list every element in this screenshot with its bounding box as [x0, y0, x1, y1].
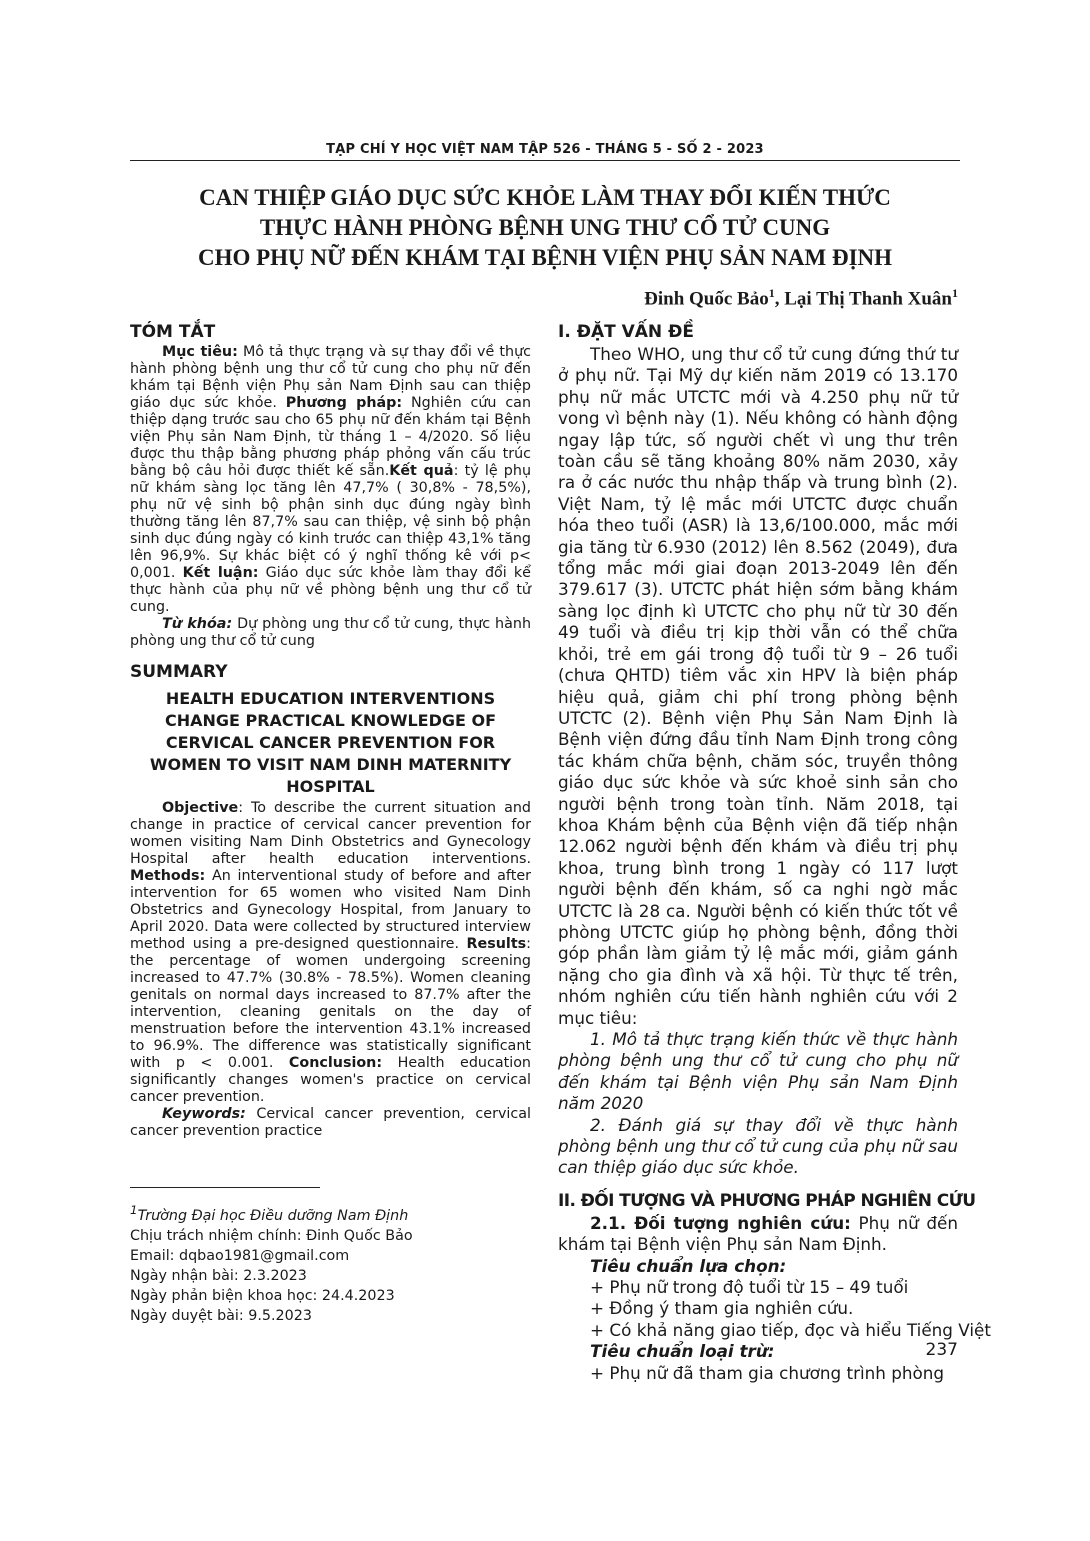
conclusion-label-en: Conclusion: — [288, 1055, 383, 1071]
objective-text-vi: Mô tả thực trạng và sự thay đổi về thực hành phòng bệnh ung thư cổ tử cung cho phụ nữ đến khám tại Bệnh viện Phụ sản Nam Định sau can thiệp giáo dục sức khỏe. — [130, 344, 532, 411]
journal-header: TẠP CHÍ Y HỌC VIỆT NAM TẬP 526 - THÁNG 5 - SỐ 2 - 2023 — [326, 142, 764, 157]
title-line-2: THỰC HÀNH PHÒNG BỆNH UNG THƯ CỔ TỬ CUNG — [259, 215, 831, 240]
title-line-3: CHO PHỤ NỮ ĐẾN KHÁM TẠI BỆNH VIỆN PHỤ SẢN NAM ĐỊNH — [197, 245, 893, 270]
author-1: Đinh Quốc Bảo — [644, 288, 769, 310]
date-reviewed: Ngày phản biện khoa học: 24.4.2023 — [130, 1287, 395, 1304]
authors — [540, 286, 958, 310]
subjects-label: 2.1. Đối tượng nghiên cứu: — [590, 1212, 851, 1233]
footnotes — [130, 1200, 531, 1326]
date-accepted: Ngày duyệt bài: 9.5.2023 — [130, 1307, 312, 1324]
objective-2: 2. Đánh giá sự thay đổi về thực hành phòng bệnh ung thư cổ tử cung của phụ nữ sau can thiệp giáo dục sức khỏe. — [558, 1114, 958, 1178]
keywords-text-en: Cervical cancer prevention, cervical cancer prevention practice — [130, 1106, 531, 1139]
methods-text-en: An interventional study of before and after intervention for 65 women who visited Nam Dinh Obstetrics and Gynecology Hospital, from January to April 2020. Data were collected by structured interview method using a pre-designed questionnaire. — [130, 868, 531, 952]
objective-1: 1. Mô tả thực trạng kiến thức về thực hành phòng bệnh ung thư cổ tử cung cho phụ nữ đến khám tại Bệnh viện Phụ sản Nam Định năm 2020 — [558, 1029, 958, 1114]
abstract-vi-body — [130, 344, 531, 616]
keywords-en — [130, 1106, 531, 1140]
affiliation-text: Trường Đại học Điều dưỡng Nam Định — [137, 1207, 409, 1224]
exclusion-item: + Phụ nữ đã tham gia chương trình phòng — [590, 1362, 945, 1383]
results-label-vi: Kết quả — [389, 463, 454, 479]
objective-label-en: Objective — [162, 800, 239, 816]
results-text-vi: : tỷ lệ phụ nữ khám sàng lọc tăng lên 47,7% ( 30,8% - 78,5%), phụ nữ vệ sinh bộ phận sinh dục đúng ngày bình thường tăng lên 87,7% sau can thiệp, vệ sinh bộ phận sinh dục đúng ngày có kinh trước can thiệp 43,1% tăng lên 96,9%. Sự khác biệt có ý nghĩ thống kê với p< 0,001. — [130, 463, 531, 581]
subjects-text: Phụ nữ đến khám tại Bệnh viện Phụ sản Nam Định. — [558, 1212, 959, 1255]
intro-heading: I. ĐẶT VẤN ĐỀ — [558, 322, 694, 342]
keywords-label-en: Keywords: — [162, 1106, 246, 1122]
right-column — [558, 320, 991, 1384]
email: Email: dqbao1981@gmail.com — [130, 1247, 350, 1264]
keywords-vi — [130, 616, 531, 650]
methods-label-en: Methods: — [130, 868, 206, 884]
summary-title: HEALTH EDUCATION INTERVENTIONS CHANGE PRACTICAL KNOWLEDGE OF CERVICAL CANCER PREVENTION FOR WOMEN TO VISIT NAM DINH MATERNITY HOSPITAL — [149, 689, 512, 796]
abstract-en-body — [130, 800, 531, 1106]
inclusion-item: + Đồng ý tham gia nghiên cứu. — [590, 1298, 854, 1319]
author-sep: , — [774, 288, 785, 310]
subjects-paragraph — [558, 1213, 958, 1256]
author-2-affil: 1 — [952, 286, 958, 300]
responsible-author: Chịu trách nhiệm chính: Đinh Quốc Bảo — [130, 1227, 413, 1244]
page-number: 237 — [925, 1340, 958, 1360]
author-2: Lại Thị Thanh Xuân — [784, 288, 952, 310]
methods-text-vi: Nghiên cứu can thiệp dạng trước sau cho 65 phụ nữ đến khám tại Bệnh viện Phụ sản Nam Định, từ tháng 1 – 4/2020. Số liệu được thu thập bằng phương pháp phỏng vấn cấu trúc bằng bộ câu hỏi được thiết kế sẵn. — [130, 395, 531, 479]
inclusion-label: Tiêu chuẩn lựa chọn: — [590, 1255, 787, 1276]
title-line-1: CAN THIỆP GIÁO DỤC SỨC KHỎE LÀM THAY ĐỔI KIẾN THỨC — [199, 185, 891, 210]
article-title — [130, 183, 960, 273]
exclusion-label: Tiêu chuẩn loại trừ: — [590, 1341, 775, 1362]
inclusion-item: + Có khả năng giao tiếp, đọc và hiểu Tiếng Việt — [590, 1319, 991, 1340]
objective-text-en: : To describe the current situation and change in practice of cervical cancer prevention for women visiting Nam Dinh Obstetrics and Gynecology Hospital after health education interventions. — [130, 800, 531, 867]
footnote-rule — [130, 1187, 320, 1188]
objective-label-vi: Mục tiêu: — [162, 344, 238, 360]
methods-heading: II. ĐỐI TƯỢNG VÀ PHƯƠNG PHÁP NGHIÊN CỨU — [558, 1190, 976, 1211]
intro-paragraph: Theo WHO, ung thư cổ tử cung đứng thứ tư ở phụ nữ. Tại Mỹ dự kiến năm 2019 có 13.170 phụ nữ mắc UTCTC mới và 4.250 phụ nữ tử vong vì bệnh này (1). Nếu không có hành động ngay lập tức, số người chết vì ung thư trên toàn cầu sẽ tăng khoảng 80% năm 2030, xảy ra ở các nước thu nhập thấp và trung bình (2). Việt Nam, tỷ lệ mắc mới UTCTC được chuẩn hóa theo tuổi (ASR) là 13,6/100.000, mắc mới gia tăng từ 6.930 (2012) lên 8.562 (2049), đưa tổng mắc mới giai đoạn 2013-2049 lên đến 379.617 (3). UTCTC phát hiện sớm bằng khám sàng lọc định kì UTCTC cho phụ nữ từ 30 đến 49 tuổi và điều trị kịp thời vẫn có thể chữa khỏi, trẻ em gái trong độ tuổi từ 9 – 26 tuổi (chưa QHTD) tiêm vắc xin HPV là biện pháp hiệu quả, giảm chi phí trong phòng bệnh UTCTC (2). Bệnh viện Phụ Sản Nam Định là Bệnh viện đứng đầu tỉnh Nam Định trong công tác khám chữa bệnh, chăm sóc, truyền thông giáo dục sức khỏe và sức khoẻ sinh sản cho người bệnh trong toàn tỉnh. Năm 2018, tại khoa Khám bệnh của Bệnh viện đã tiếp nhận 12.062 người bệnh đến khám và điều trị phụ khoa, trung bình trong 1 ngày có 117 lượt người bệnh đến khám, số ca nghi ngờ mắc UTCTC là 28 ca. Người bệnh có kiến thức tốt về phòng UTCTC giúp họ phòng bệnh, đồng thời góp phần làm giảm tỷ lệ mắc mới, giảm gánh nặng cho gia đình và xã hội. Từ thực tế trên, nhóm nghiên cứu tiến hành nghiên cứu với 2 mục tiêu: — [558, 344, 958, 1028]
inclusion-item: + Phụ nữ trong độ tuổi từ 15 – 49 tuổi — [590, 1277, 909, 1298]
conclusion-label-vi: Kết luận: — [182, 565, 259, 581]
header-rule — [130, 160, 960, 161]
affiliation — [130, 1200, 531, 1226]
conclusion-text-vi: Giáo dục sức khỏe làm thay đổi kể thực hành của phụ nữ về phòng bệnh ung thư cổ tử cung. — [130, 565, 531, 615]
author-1-affil: 1 — [768, 286, 775, 300]
left-column — [130, 320, 531, 1140]
keywords-text-vi: Dự phòng ung thư cổ tử cung, thực hành phòng ung thư cổ tử cung — [130, 616, 532, 649]
abstract-vi-heading: TÓM TẮT — [130, 322, 216, 342]
keywords-label-vi: Từ khóa: — [162, 616, 233, 632]
conclusion-text-en: Health education significantly changes women's practice on cervical cancer prevention. — [130, 1055, 531, 1105]
summary-heading: SUMMARY — [130, 662, 228, 682]
affiliation-sup: 1 — [130, 1203, 138, 1217]
results-label-en: Results — [466, 936, 527, 952]
results-text-en: : the percentage of women undergoing screening increased to 47.7% (30.8% - 78.5%). Women cleaning genitals on normal days increased to 87.7% after the intervention, cleaning genitals on the day of menstruation before the intervention 43.1% increased to 96.9%. The difference was statistically significant with p < 0.001. — [130, 936, 531, 1071]
date-received: Ngày nhận bài: 2.3.2023 — [130, 1267, 307, 1284]
methods-label-vi: Phương pháp: — [285, 395, 403, 411]
